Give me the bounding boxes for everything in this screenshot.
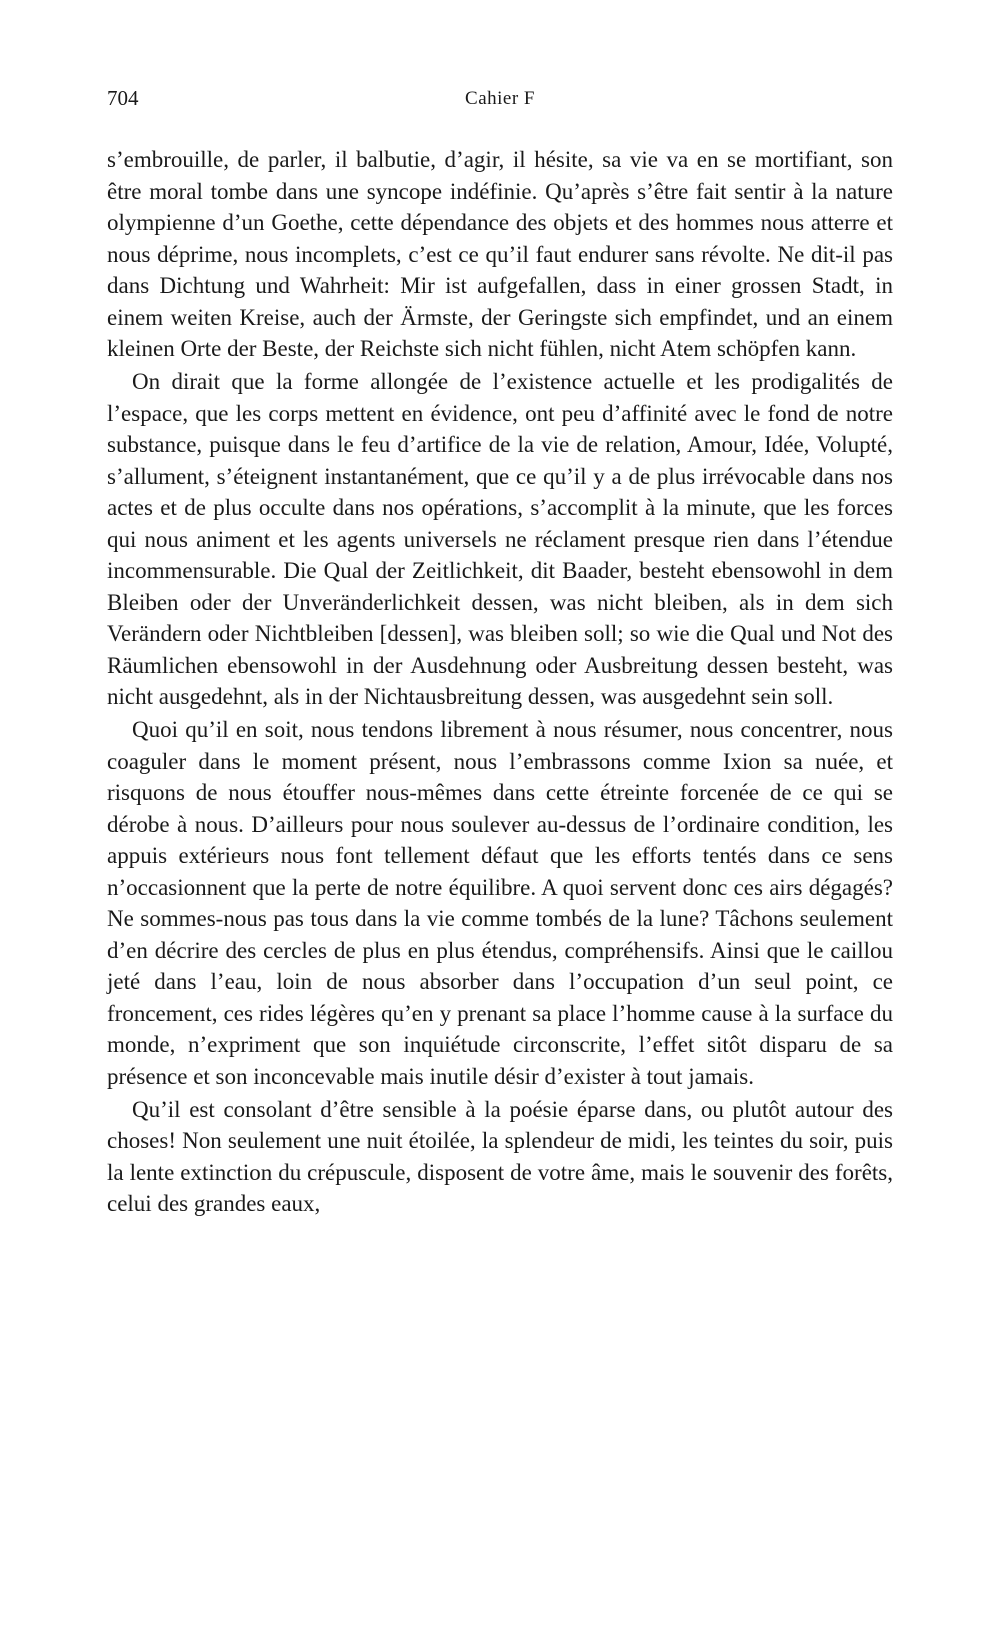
body-text (107, 144, 893, 1220)
paragraph: On dirait que la forme allongée de l’existence actuelle et les prodigalités de l’espace, que les corps mettent en évidence, ont peu d’affinité avec le fond de notre substance, puisque dans le feu d’artifice de la vie de relation, Amour, Idée, Volupté, s’allument, s’éteignent instantanément, que ce qu’il y a de plus irrévocable dans nos actes et de plus occulte dans nos opérations, s’accomplit à la minute, que les forces qui nous animent et les agents universels ne réclament presque rien dans l’étendue incommensurable. Die Qual der Zeitlichkeit, dit Baader, besteht ebensowohl in dem Bleiben oder der Unveränderlichkeit dessen, was nicht bleiben, als in dem sich Verändern oder Nichtbleiben [dessen], was bleiben soll; so wie die Qual und Not des Räumlichen ebensowohl in der Ausdehnung oder Ausbreitung dessen besteht, was nicht ausgedehnt, als in der Nichtausbreitung dessen, was ausgedehnt sein soll. (107, 369, 893, 709)
page-number: 704 (107, 86, 139, 110)
paragraph: Quoi qu’il en soit, nous tendons librement à nous résumer, nous concentrer, nous coaguler dans le moment présent, nous l’embrassons comme Ixion sa nuée, et risquons de nous étouffer nous-mêmes dans cette étreinte forcenée de ce qui se dérobe à nous. D’ailleurs pour nous soulever au-dessus de l’ordinaire condition, les appuis extérieurs nous font tellement défaut que les efforts tentés dans ce sens n’occasionnent que la perte de notre équilibre. A quoi servent donc ces airs dégagés? Ne sommes-nous pas tous dans la vie comme tombés de la lune? Tâchons seulement d’en décrire des cercles de plus en plus étendus, compréhensifs. Ainsi que le caillou jeté dans l’eau, loin de nous absorber dans l’occupation d’un seul point, ce froncement, ces rides légères qu’en y prenant sa place l’homme cause à la surface du monde, n’expriment que son inquiétude circonscrite, l’effet sitôt disparu de sa présence et son inconcevable mais inutile désir d’exister à tout jamais. (107, 717, 893, 1089)
running-head: Cahier F (465, 88, 535, 109)
page-header (107, 86, 893, 116)
paragraph: Qu’il est consolant d’être sensible à la poésie éparse dans, ou plutôt autour des choses! Non seulement une nuit étoilée, la splendeur de midi, les teintes du soir, puis la lente extinction du crépuscule, disposent de votre âme, mais le souvenir des forêts, celui des grandes eaux, (107, 1096, 893, 1216)
paragraph-continuation: s’embrouille, de parler, il balbutie, d’agir, il hésite, sa vie va en se mortifiant, son être moral tombe dans une syncope indéfinie. Qu’après s’être fait sentir à la nature olympienne d’un Goethe, cette dépendance des objets et des hommes nous atterre et nous déprime, nous incomplets, c’est ce qu’il faut endurer sans révolte. Ne dit-il pas dans Dichtung und Wahrheit: Mir ist aufgefallen, dass in einer grossen Stadt, in einem weiten Kreise, auch der Ärmste, der Geringste sich empfindet, und an einem kleinen Orte der Beste, der Reichste sich nicht fühlen, nicht Atem schöpfen kann. (107, 147, 893, 361)
